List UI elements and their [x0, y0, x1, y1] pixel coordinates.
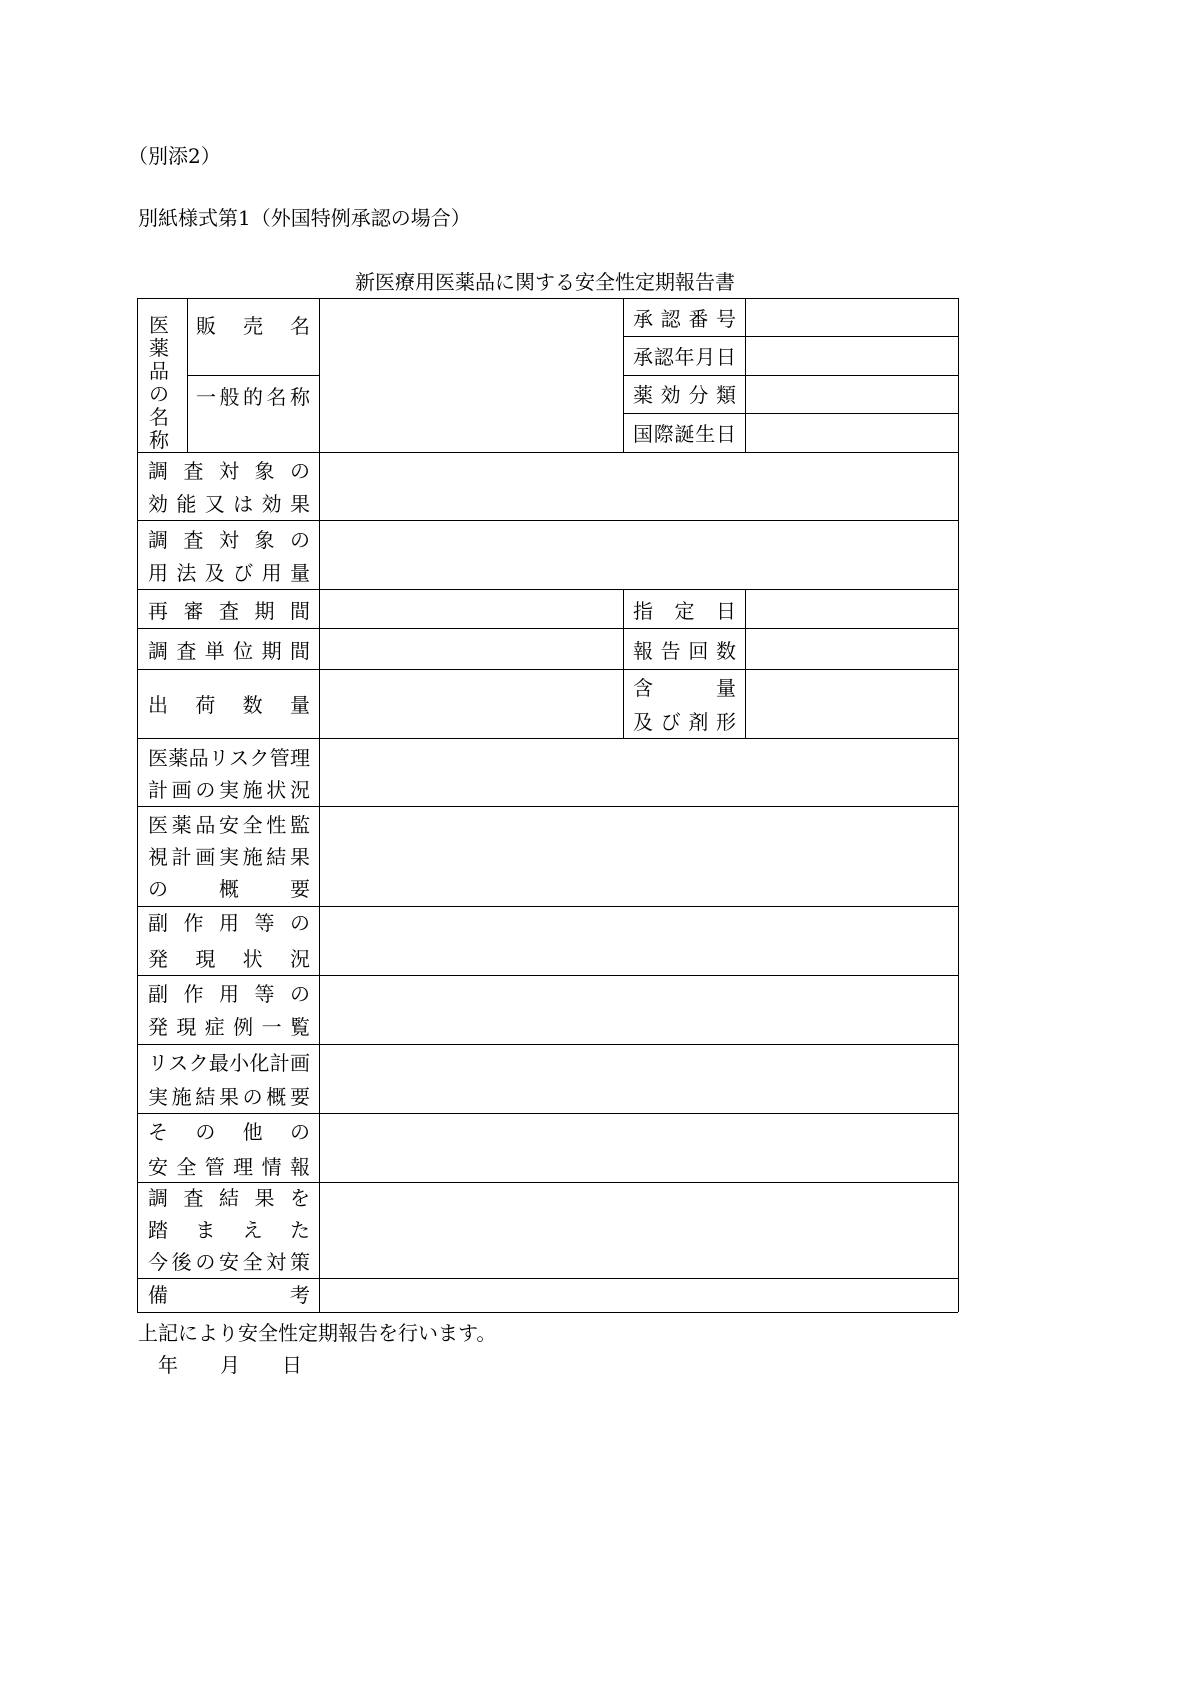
attachment-label: （別添2） [128, 144, 221, 168]
dosage-field[interactable] [320, 521, 957, 589]
shipment-qty-field[interactable] [320, 670, 622, 738]
sales-name-label: 販 売 名 [196, 314, 310, 338]
intl-birth-date-field[interactable] [746, 414, 957, 452]
date-month-label: 月 [220, 1353, 240, 1377]
sales-name-field[interactable] [320, 299, 622, 375]
designation-date-label: 指 定 日 [633, 599, 736, 623]
approval-date-field[interactable] [746, 337, 957, 375]
shipment-qty-label: 出 荷 数 量 [148, 693, 310, 717]
rmm-summary-field[interactable] [320, 1045, 957, 1113]
efficacy-field[interactable] [320, 453, 957, 520]
rmp-status-field[interactable] [320, 739, 957, 806]
remarks-label: 備 考 [148, 1283, 310, 1307]
drug-name-group-label: 医 薬 品 の 名 称 [149, 313, 169, 452]
remarks-field[interactable] [320, 1279, 957, 1312]
survey-unit-period-field[interactable] [320, 629, 622, 669]
content-dosage-form-field[interactable] [746, 670, 957, 738]
efficacy-class-label: 薬 効 分 類 [633, 383, 736, 407]
pv-plan-summary-field[interactable] [320, 807, 957, 906]
approval-number-field[interactable] [746, 299, 957, 336]
approval-date-label: 承 認 年 月 日 [633, 345, 736, 369]
form-name: 別紙様式第1（外国特例承認の場合） [138, 206, 471, 230]
future-measures-field[interactable] [320, 1183, 957, 1278]
generic-name-field[interactable] [320, 376, 622, 452]
report-statement: 上記により安全性定期報告を行います。 [138, 1321, 497, 1345]
intl-birth-date-label: 国 際 誕 生 日 [633, 422, 736, 446]
efficacy-class-field[interactable] [746, 376, 957, 413]
adr-case-list-field[interactable] [320, 976, 957, 1044]
designation-date-field[interactable] [746, 590, 957, 628]
report-count-field[interactable] [746, 629, 957, 669]
date-year-label: 年 [158, 1353, 178, 1377]
generic-name-label: 一 般 的 名 称 [196, 385, 310, 409]
report-count-label: 報 告 回 数 [633, 639, 736, 663]
date-day-label: 日 [282, 1353, 302, 1377]
approval-number-label: 承 認 番 号 [633, 307, 736, 331]
survey-unit-period-label: 調 査 単 位 期 間 [148, 639, 310, 663]
page-title: 新医療用医薬品に関する安全性定期報告書 [355, 270, 735, 294]
reexam-period-field[interactable] [320, 590, 622, 628]
other-safety-info-field[interactable] [320, 1114, 957, 1182]
adr-status-field[interactable] [320, 907, 957, 975]
reexam-period-label: 再 審 査 期 間 [148, 599, 310, 623]
